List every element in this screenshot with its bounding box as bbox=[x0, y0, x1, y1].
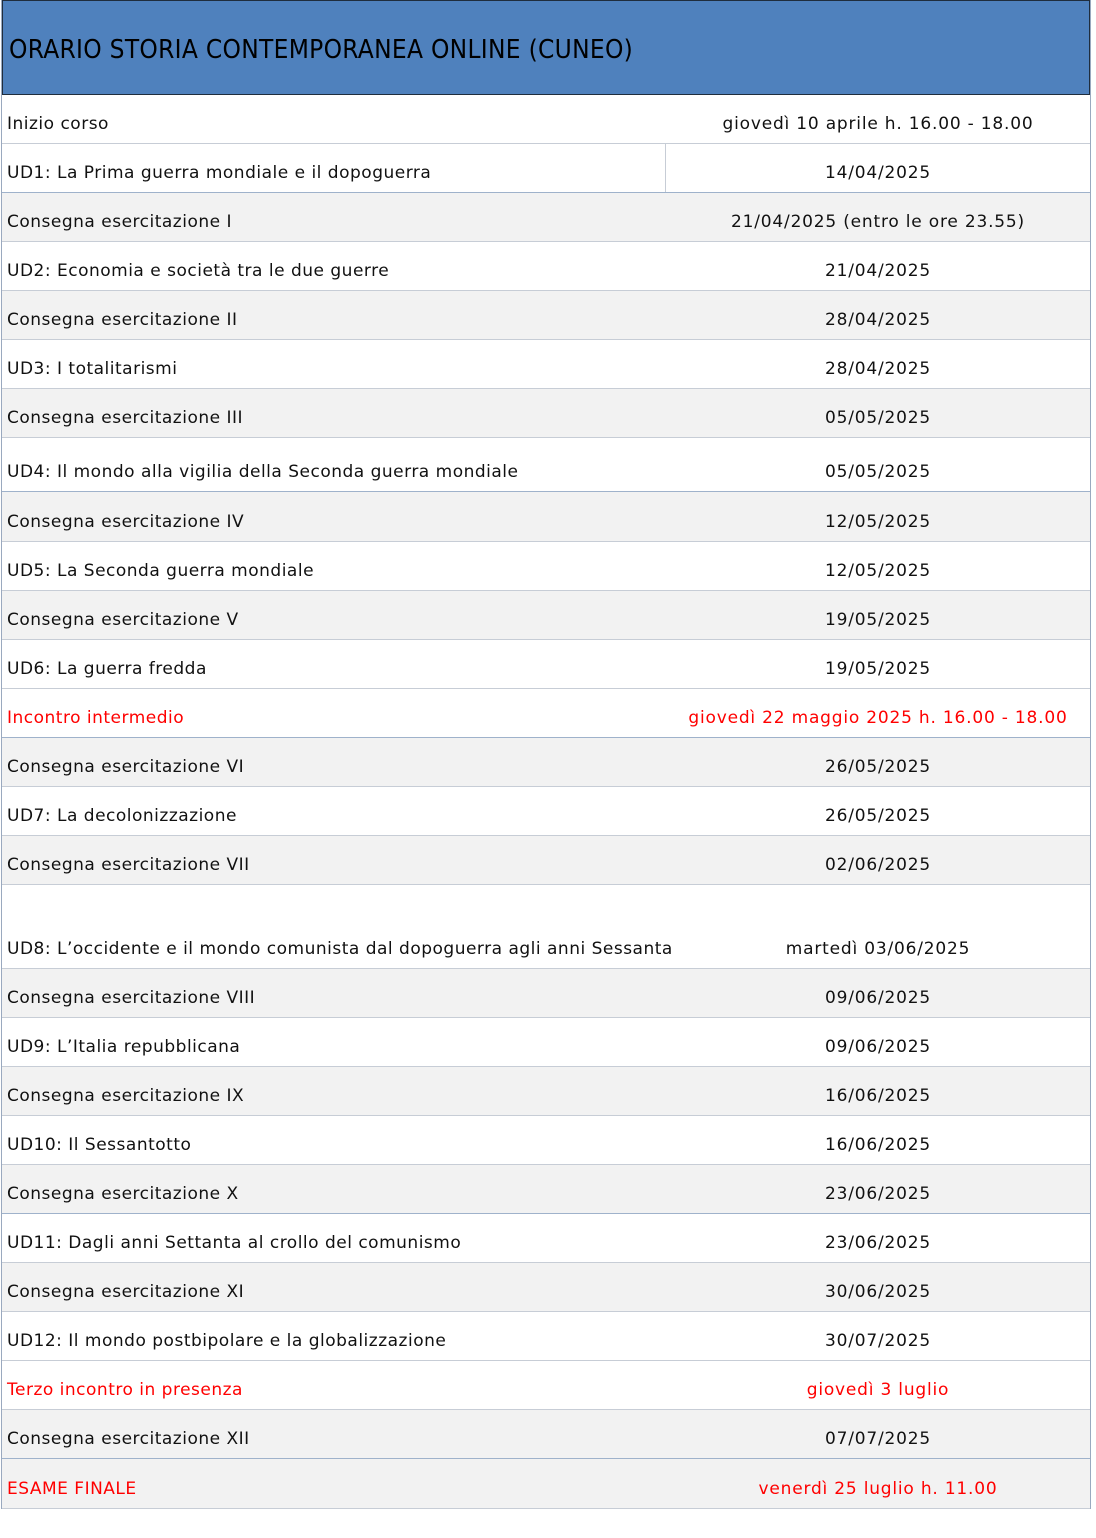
schedule-table bbox=[1, 0, 1091, 1509]
row-date: 21/04/2025 bbox=[825, 261, 931, 281]
row-ud3 bbox=[2, 340, 1090, 389]
row-date: 28/04/2025 bbox=[825, 359, 931, 379]
row-label: UD11: Dagli anni Settanta al crollo del comunismo bbox=[7, 1233, 462, 1253]
row-label: UD3: I totalitarismi bbox=[7, 359, 178, 379]
row-ud8 bbox=[2, 885, 1090, 969]
row-label: Consegna esercitazione III bbox=[7, 408, 244, 428]
row-label: Consegna esercitazione IX bbox=[7, 1086, 245, 1106]
row-ud11 bbox=[2, 1214, 1090, 1263]
row-date: 05/05/2025 bbox=[825, 408, 931, 428]
row-consegna-5 bbox=[2, 591, 1090, 640]
row-date: 23/06/2025 bbox=[825, 1233, 931, 1253]
row-label: UD10: Il Sessantotto bbox=[7, 1135, 192, 1155]
row-date: giovedì 10 aprile h. 16.00 - 18.00 bbox=[722, 114, 1034, 134]
row-consegna-1 bbox=[2, 193, 1090, 242]
row-consegna-12 bbox=[2, 1410, 1090, 1459]
row-date: 07/07/2025 bbox=[825, 1429, 931, 1449]
row-label: Consegna esercitazione XI bbox=[7, 1282, 245, 1302]
row-consegna-6 bbox=[2, 738, 1090, 787]
row-label: Incontro intermedio bbox=[7, 708, 185, 728]
row-label: UD6: La guerra fredda bbox=[7, 659, 207, 679]
row-consegna-4 bbox=[2, 492, 1090, 542]
row-date: 09/06/2025 bbox=[825, 1037, 931, 1057]
row-date: 12/05/2025 bbox=[825, 512, 931, 532]
row-consegna-2 bbox=[2, 291, 1090, 340]
row-ud6 bbox=[2, 640, 1090, 689]
row-date: 09/06/2025 bbox=[825, 988, 931, 1008]
row-date: 28/04/2025 bbox=[825, 310, 931, 330]
row-ud4 bbox=[2, 438, 1090, 492]
row-date: 16/06/2025 bbox=[825, 1086, 931, 1106]
row-consegna-10 bbox=[2, 1165, 1090, 1214]
row-inizio-corso bbox=[2, 95, 1090, 144]
row-date: 05/05/2025 bbox=[825, 462, 931, 482]
row-date: 30/06/2025 bbox=[825, 1282, 931, 1302]
row-label: Consegna esercitazione VIII bbox=[7, 988, 256, 1008]
row-ud9 bbox=[2, 1018, 1090, 1067]
row-label: UD9: L’Italia repubblicana bbox=[7, 1037, 241, 1057]
row-date: 19/05/2025 bbox=[825, 610, 931, 630]
row-label: UD7: La decolonizzazione bbox=[7, 806, 237, 826]
row-date: 12/05/2025 bbox=[825, 561, 931, 581]
row-date: 26/05/2025 bbox=[825, 757, 931, 777]
row-consegna-11 bbox=[2, 1263, 1090, 1312]
row-label: Consegna esercitazione VII bbox=[7, 855, 250, 875]
row-date: venerdì 25 luglio h. 11.00 bbox=[758, 1479, 998, 1499]
row-label: Consegna esercitazione I bbox=[7, 212, 232, 232]
table-header bbox=[2, 0, 1090, 95]
row-date: 21/04/2025 (entro le ore 23.55) bbox=[731, 212, 1025, 232]
row-label: UD12: Il mondo postbipolare e la globalizzazione bbox=[7, 1331, 447, 1351]
row-date: 30/07/2025 bbox=[825, 1331, 931, 1351]
row-date: 19/05/2025 bbox=[825, 659, 931, 679]
row-date: 16/06/2025 bbox=[825, 1135, 931, 1155]
row-consegna-8 bbox=[2, 969, 1090, 1018]
row-label: UD2: Economia e società tra le due guerre bbox=[7, 261, 390, 281]
row-label: UD5: La Seconda guerra mondiale bbox=[7, 561, 315, 581]
row-terzo-incontro bbox=[2, 1361, 1090, 1410]
row-label: UD8: L’occidente e il mondo comunista dal dopoguerra agli anni Sessanta bbox=[7, 939, 673, 959]
row-label: Consegna esercitazione XII bbox=[7, 1429, 250, 1449]
row-consegna-3 bbox=[2, 389, 1090, 438]
row-date: 26/05/2025 bbox=[825, 806, 931, 826]
row-ud7 bbox=[2, 787, 1090, 836]
page-title: ORARIO STORIA CONTEMPORANEA ONLINE (CUNEO) bbox=[9, 34, 634, 65]
row-consegna-9 bbox=[2, 1067, 1090, 1116]
row-label: UD4: Il mondo alla vigilia della Seconda guerra mondiale bbox=[7, 462, 519, 482]
row-date: 14/04/2025 bbox=[825, 163, 931, 183]
row-label: Terzo incontro in presenza bbox=[7, 1380, 243, 1400]
row-ud10 bbox=[2, 1116, 1090, 1165]
row-label: Consegna esercitazione II bbox=[7, 310, 238, 330]
row-ud12 bbox=[2, 1312, 1090, 1361]
row-date: 02/06/2025 bbox=[825, 855, 931, 875]
row-ud1 bbox=[2, 144, 1090, 193]
row-ud2 bbox=[2, 242, 1090, 291]
row-ud5 bbox=[2, 542, 1090, 591]
row-label: Consegna esercitazione X bbox=[7, 1184, 239, 1204]
row-date: giovedì 3 luglio bbox=[806, 1380, 950, 1400]
row-label: Consegna esercitazione V bbox=[7, 610, 239, 630]
row-incontro-intermedio bbox=[2, 689, 1090, 738]
row-label: UD1: La Prima guerra mondiale e il dopoguerra bbox=[2, 144, 666, 192]
row-date: giovedì 22 maggio 2025 h. 16.00 - 18.00 bbox=[688, 708, 1068, 728]
row-label: ESAME FINALE bbox=[7, 1479, 137, 1499]
row-label: Consegna esercitazione VI bbox=[7, 757, 245, 777]
row-esame-finale bbox=[2, 1459, 1090, 1509]
row-consegna-7 bbox=[2, 836, 1090, 885]
row-date: martedì 03/06/2025 bbox=[785, 939, 971, 959]
row-label: Consegna esercitazione IV bbox=[7, 512, 245, 532]
row-date: 23/06/2025 bbox=[825, 1184, 931, 1204]
row-label: Inizio corso bbox=[7, 114, 109, 134]
